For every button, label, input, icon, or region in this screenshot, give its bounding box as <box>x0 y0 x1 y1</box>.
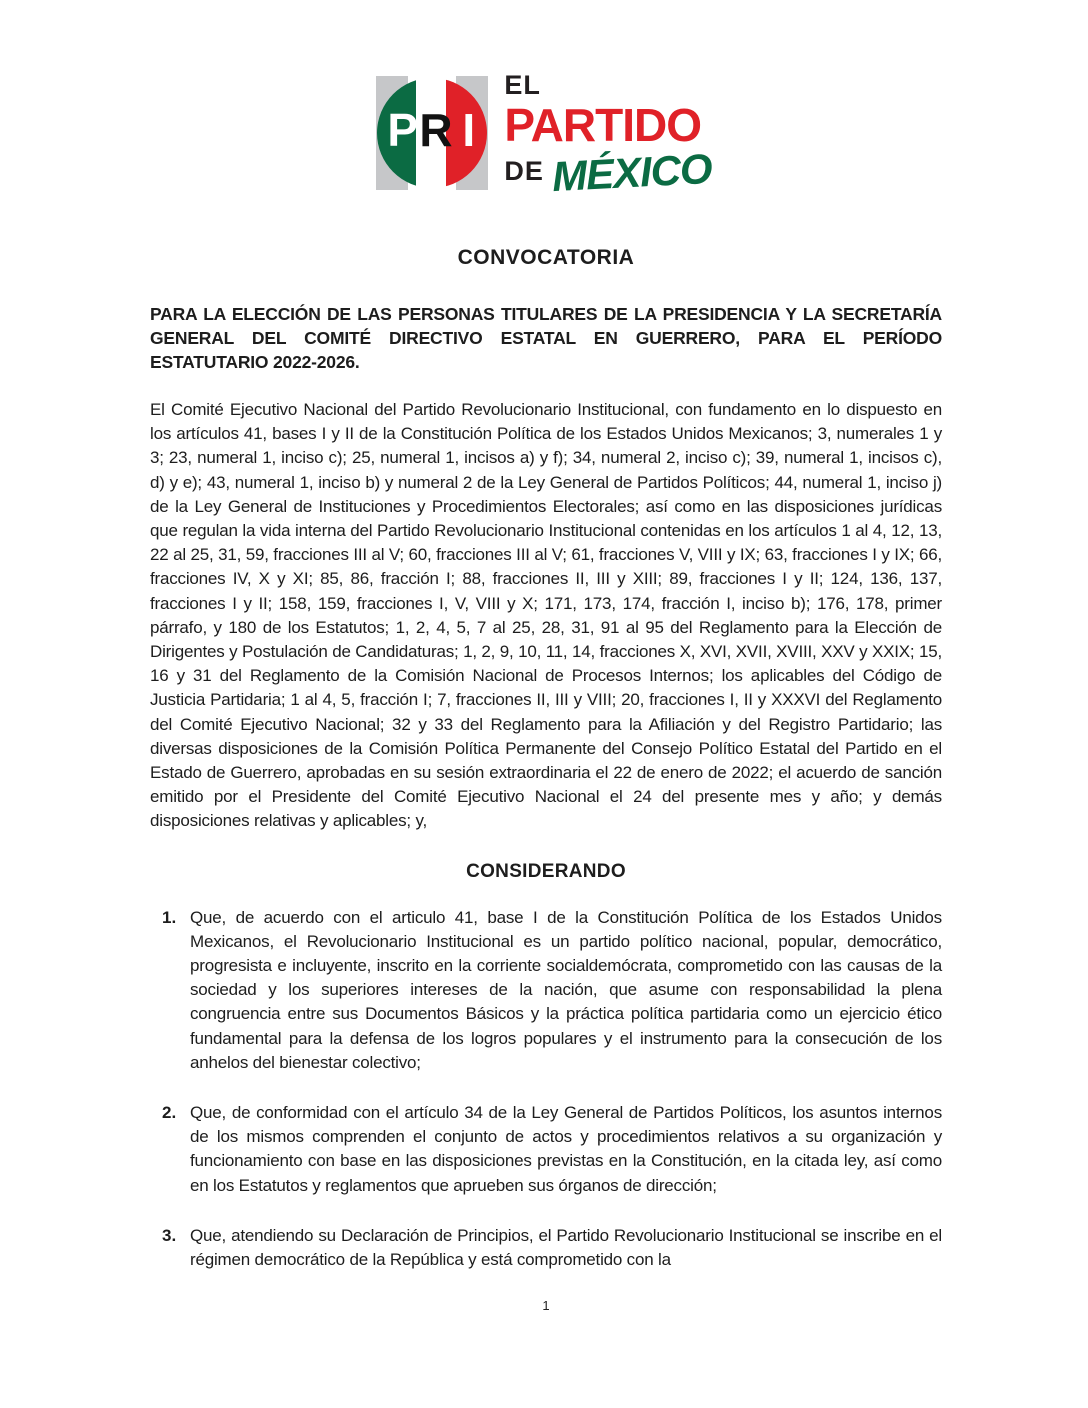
considerando-heading: CONSIDERANDO <box>466 860 626 882</box>
document-content <box>0 246 1088 1313</box>
page-number: 1 <box>542 1298 550 1314</box>
pri-logo <box>0 0 1088 201</box>
item-text: Que, de conformidad con el artículo 34 de la Ley General de Partidos Políticos, los asuntos internos de los mismos comprenden el conjunto de actos y procedimientos relativos a su organización y funcionamiento con base en las disposiciones previstas en la Constitución, en la citada ley, así como en los Estatutos y reglamentos que aprueben sus órganos de dirección; <box>190 1103 942 1195</box>
item-text: Que, atendiendo su Declaración de Principios, el Partido Revolucionario Institucional se inscribe en el régimen democrático de la República y está comprometido con la <box>190 1225 942 1270</box>
intro-paragraph: El Comité Ejecutivo Nacional del Partido Revolucionario Institucional, con fundamento en lo dispuesto en los artículos 41, bases I y II de la Constitución Política de los Estados Unidos Mexicanos; 3, numerales 1 y 3; 23, numeral 1, inciso c); 25, numeral 1, incisos a) y f); 34, numeral 2, inciso c); 39, numeral 1, incisos c), d) y e); 43, numeral 1, inciso b) y numeral 2 de la Ley General de Partidos Políticos; 44, numeral 1, inciso j) de la Ley General de Instituciones y Procedimientos Electorales; así como en las disposiciones jurídicas que regulan la vida interna del Partido Revolucionario Institucional contenidas en los artículos 1 al 4, 12, 13, 22 al 25, 31, 59, fracciones III al V; 60, fracciones III al V; 61, fracciones V, VIII y IX; 63, fracciones I y IX; 66, fracciones IV, X y XI; 85, 86, fracción I; 88, fracciones II, III y XIII; 89, fracciones I y II; 124, 136, 137, fracciones I y II; 158, 159, fracciones I, V, VIII y X; 171, 173, 174, fracción I, inciso b); 176, 178, primer párrafo, y 180 de los Estatutos; 1, 2, 4, 5, 7 al 25, 28, 31, 91 al 95 del Reglamento para la Elección de Dirigentes y Postulación de Candidaturas; 1, 2, 9, 10, 11, 14, fracciones X, XVI, XVII, XVIII, XXV y XXIX; 15, 16 y 31 del Reglamento de la Comisión Nacional de Procesos Internos; los aplicables del Código de Justicia Partidaria; 1 al 4, 5, fracción I; 7, fracciones II, III y VIII; 20, fracciones I, II y XXXVI del Reglamento del Comité Ejecutivo Nacional; 32 y 33 del Reglamento para la Afiliación y del Registro Partidario; las diversas disposiciones de la Comisión Política Permanente del Consejo Político Estatal del Partido en el Estado de Guerrero, aprobadas en su sesión extraordinaria el 22 de enero de 2022; el acuerdo de sanción emitido por el Presidente del Comité Ejecutivo Nacional el 24 del presente mes y año; y demás disposiciones relativas y aplicables; y, <box>150 400 942 831</box>
page-title: CONVOCATORIA <box>457 246 635 269</box>
wordmark-el: EL <box>504 70 541 100</box>
emblem-letter-p: P <box>387 104 419 157</box>
list-item <box>150 1224 942 1272</box>
item-number: 2. <box>162 1103 177 1123</box>
item-text: Que, de acuerdo con el articulo 41, base I de la Constitución Política de los Estados Unidos Mexicanos, el Revolucionario Institucional es un partido político nacional, popular, democrático, progresista e incluyente, inscrito en la corriente socialdemócrata, comprometido con las causas de la sociedad y los superiores intereses de la nación, que asume con responsabilidad la plena congruencia entre sus Documentos Básicos y la práctica política partidaria como un ejercicio ético fundamental para la defensa de los logros populares y el instrumento para la consecución de los anhelos del bienestar colectivo; <box>190 907 942 1072</box>
pri-emblem-icon <box>376 76 488 190</box>
document-subtitle: PARA LA ELECCIÓN DE LAS PERSONAS TITULARES DE LA PRESIDENCIA Y LA SECRETARÍA GENERAL DEL COMITÉ DIRECTIVO ESTATAL EN GUERRERO, PARA EL PERÍODO ESTATUTARIO 2022-2026. <box>150 304 942 372</box>
list-item <box>150 906 942 1075</box>
item-number: 3. <box>162 1225 177 1245</box>
wordmark-partido: PARTIDO <box>504 99 701 151</box>
wordmark-mexico: MÉXICO <box>550 144 713 201</box>
emblem-letter-i: I <box>462 104 476 157</box>
wordmark-de: DE <box>504 156 544 186</box>
list-item <box>150 1101 942 1198</box>
emblem-letter-r: R <box>419 104 453 157</box>
item-number: 1. <box>162 907 177 927</box>
pri-wordmark <box>504 70 713 201</box>
